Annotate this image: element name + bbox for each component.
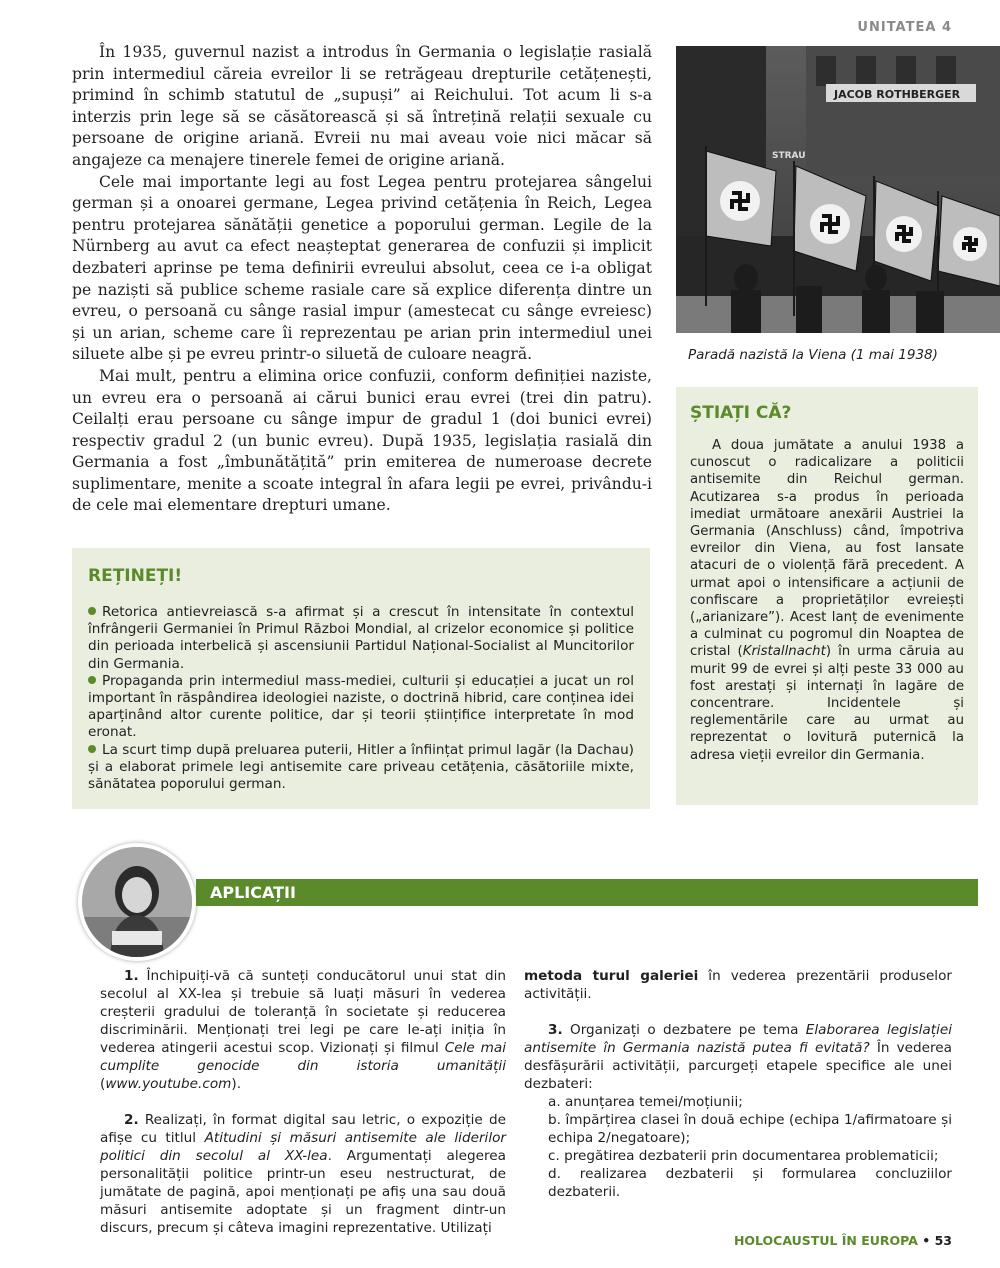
remember-item: Propaganda prin intermediul mass-mediei, culturii și educației a jucat un rol important în răspândirea ideologiei naziste, o doctrină hibrid, care conținea idei aparținând altor curente politice, dar și teorii științifice interpretate în mod eronat.: [88, 672, 634, 741]
youtube-link[interactable]: www.youtube.com: [105, 1076, 232, 1092]
remember-item: Retorica antievreiască s-a afirmat și a crescut în intensitate în contextul înfrângerii Germaniei în Primul Război Mondial, al crizelor economice și politice din perioada interbelică și ascensiunii Partidul Național-Socialist al Muncitorilor din Germania.: [88, 604, 634, 672]
remember-title: REȚINEȚI!: [88, 566, 183, 586]
portrait-image: [82, 847, 192, 957]
exhibition-title: Atitudini și măsuri antisemite ale liderilor politici din secolul al XX-lea: [100, 1130, 507, 1164]
bullet-icon: [88, 607, 96, 615]
parade-photo: [676, 46, 1000, 333]
footer-title: HOLOCAUSTUL ÎN EUROPA: [733, 1233, 918, 1248]
question-2-continued: metoda turul galeriei în vederea prezentării produselor activității.: [524, 968, 952, 1002]
applications-header: [196, 879, 978, 906]
debate-step: b. împărțirea clasei în două echipe (echipa 1/afirmatoare și echipa 2/negatoare);: [548, 1112, 952, 1146]
paragraph-2: Cele mai importante legi au fost Legea pentru protejarea sângelui german și a onoarei germane, Legea privind cetățenia în Reich, Legea pentru protejarea sănătății genetice a poporului german. Legile de la Nürnberg au avut ca efect neașteptat generarea de confuzii și implicit dezbateri aprinse pe tema definirii evreului absolut, ceea ce i-a obligat pe naziști să publice scheme rasiale care să explice diferența dintre un evreu, o persoană cu sânge rasial impur (amestecat cu sânge evreiesc) și un arian, scheme care îi reprezentau pe arian prin intermediul unei siluete albe și pe evreu printr-o siluetă de culoare neagră.: [72, 172, 652, 364]
photo-caption: Paradă nazistă la Viena (1 mai 1938): [688, 347, 938, 363]
remember-list: [88, 604, 634, 793]
remember-item: La scurt timp după preluarea puterii, Hitler a înființat primul lagăr (la Dachau) și a elaborat primele legi antisemite care priveau cetățenia, căsătoriile mixte, sănătatea poporului german.: [88, 741, 634, 793]
debate-step: a. anunțarea temei/moțiunii;: [548, 1094, 743, 1110]
debate-topic: Elaborarea legislației antisemite în Germania nazistă putea fi evitată?: [524, 1022, 952, 1056]
portrait-avatar: [78, 843, 196, 961]
did-you-know-text-b: ) în urma căruia au murit 99 de evrei și alți peste 33 000 au fost arestați și internați în lagăre de concentrare. Incidentele și reglementările care au urmat au reprezentat o lovitură puternică la adresa vieții evreilor din Germania.: [690, 644, 965, 763]
shop-sign-2: STRAU: [772, 151, 806, 161]
paragraph-3: Mai mult, pentru a elimina orice confuzii, conform definiției naziste, un evreu era o persoană ai cărui bunici erau evrei (trei din patru). Ceilalți erau persoane cu sânge impur de gradul 1 (doi bunici evrei) respectiv gradul 2 (un bunic evreu). După 1935, legislația rasială din Germania a fost „îmbunătățită” prin emiterea de numeroase decrete suplimentare, menite a scoate integral în afara legii pe evrei, privându-i de cele mai elementare drepturi umane.: [72, 366, 652, 515]
paragraph-1: În 1935, guvernul nazist a introdus în Germania o legislație rasială prin intermediul căreia evreilor li se retrăgeau drepturile cetățenești, primind în schimb statutul de „supuși” ai Reichului. Tot acum li s-a interzis prin lege să se căsătorească și să întrețină relații sexuale cu persoane de origine ariană. Evreii nu mai aveau voie nici măcar să angajeze ca menajere tinerele femei de origine ariană.: [72, 43, 652, 169]
debate-step: c. pregătirea dezbaterii prin documentarea problematicii;: [548, 1148, 939, 1164]
main-text: [72, 42, 652, 517]
did-you-know-title: ȘTIAȚI CĂ?: [690, 403, 792, 423]
parade-photo-image: [676, 46, 1000, 333]
film-title: Cele mai cumplite genocide din istoria umanității: [100, 1040, 506, 1074]
applications-column-right: [524, 967, 952, 1201]
question-2: 2. Realizați, în format digital sau letric, o expoziție de afișe cu titlul Atitudini și măsuri antisemite ale liderilor politici din secolul al XX-lea. Argumentați alegerea personalității politice printr-un eseu nestructurat, de jumătate de pagină, apoi menționați pe afiș una sau două măsuri antisemite adoptate și un fragment dintr-un discurs, precum și câteva imagini reprezentative. Utilizați: [100, 1112, 507, 1236]
did-you-know-box: [676, 387, 978, 805]
footer-separator: •: [922, 1233, 931, 1248]
page-number: 53: [934, 1233, 952, 1248]
shop-sign: JACOB ROTHBERGER: [834, 88, 961, 101]
unit-label: UNITATEA 4: [857, 20, 952, 35]
gallery-method: metoda turul galeriei: [524, 968, 699, 984]
applications-column-left: [100, 967, 506, 1237]
page-footer: [734, 1233, 952, 1248]
debate-step: d. realizarea dezbaterii și formularea concluziilor dezbaterii.: [548, 1166, 952, 1200]
question-3: 3. Organizați o dezbatere pe tema Elaborarea legislației antisemite în Germania nazistă putea fi evitată? În vederea desfășurării activității, parcurgeți etapele specifice ale unei dezbateri:: [524, 1022, 952, 1092]
did-you-know-text: [690, 437, 964, 764]
bullet-icon: [88, 745, 96, 753]
question-1: 1. Închipuiți-vă că sunteți conducătorul unui stat din secolul al XX-lea și trebuie să luați măsuri în vederea creșterii gradului de toleranță în societate și reducerea discriminării. Menționați trei legi pe care le-ați iniția în vederea atingerii acestui scop. Vizionați și filmul Cele mai cumplite genocide din istoria umanității (www.youtube.com).: [100, 968, 506, 1092]
bullet-icon: [88, 676, 96, 684]
kristallnacht-term: Kristallnacht: [742, 644, 826, 660]
remember-box: [72, 548, 650, 809]
did-you-know-text-a: A doua jumătate a anului 1938 a cunoscut o radicalizare a politicii antisemite din Reichul german. Acutizarea s-a produs în perioada imediat următoare anexării Austriei la Germania (Anschluss) când, împotriva evreilor din Viena, au fost lansate atacuri de o violență fără precedent. A urmat apoi o intensificare a acțiunii de confiscare a proprietăților evreiești („arianizare”). Acest lanț de evenimente a culminat cu pogromul din Noaptea de cristal (: [690, 438, 964, 660]
applications-title: APLICAȚII: [210, 883, 296, 902]
